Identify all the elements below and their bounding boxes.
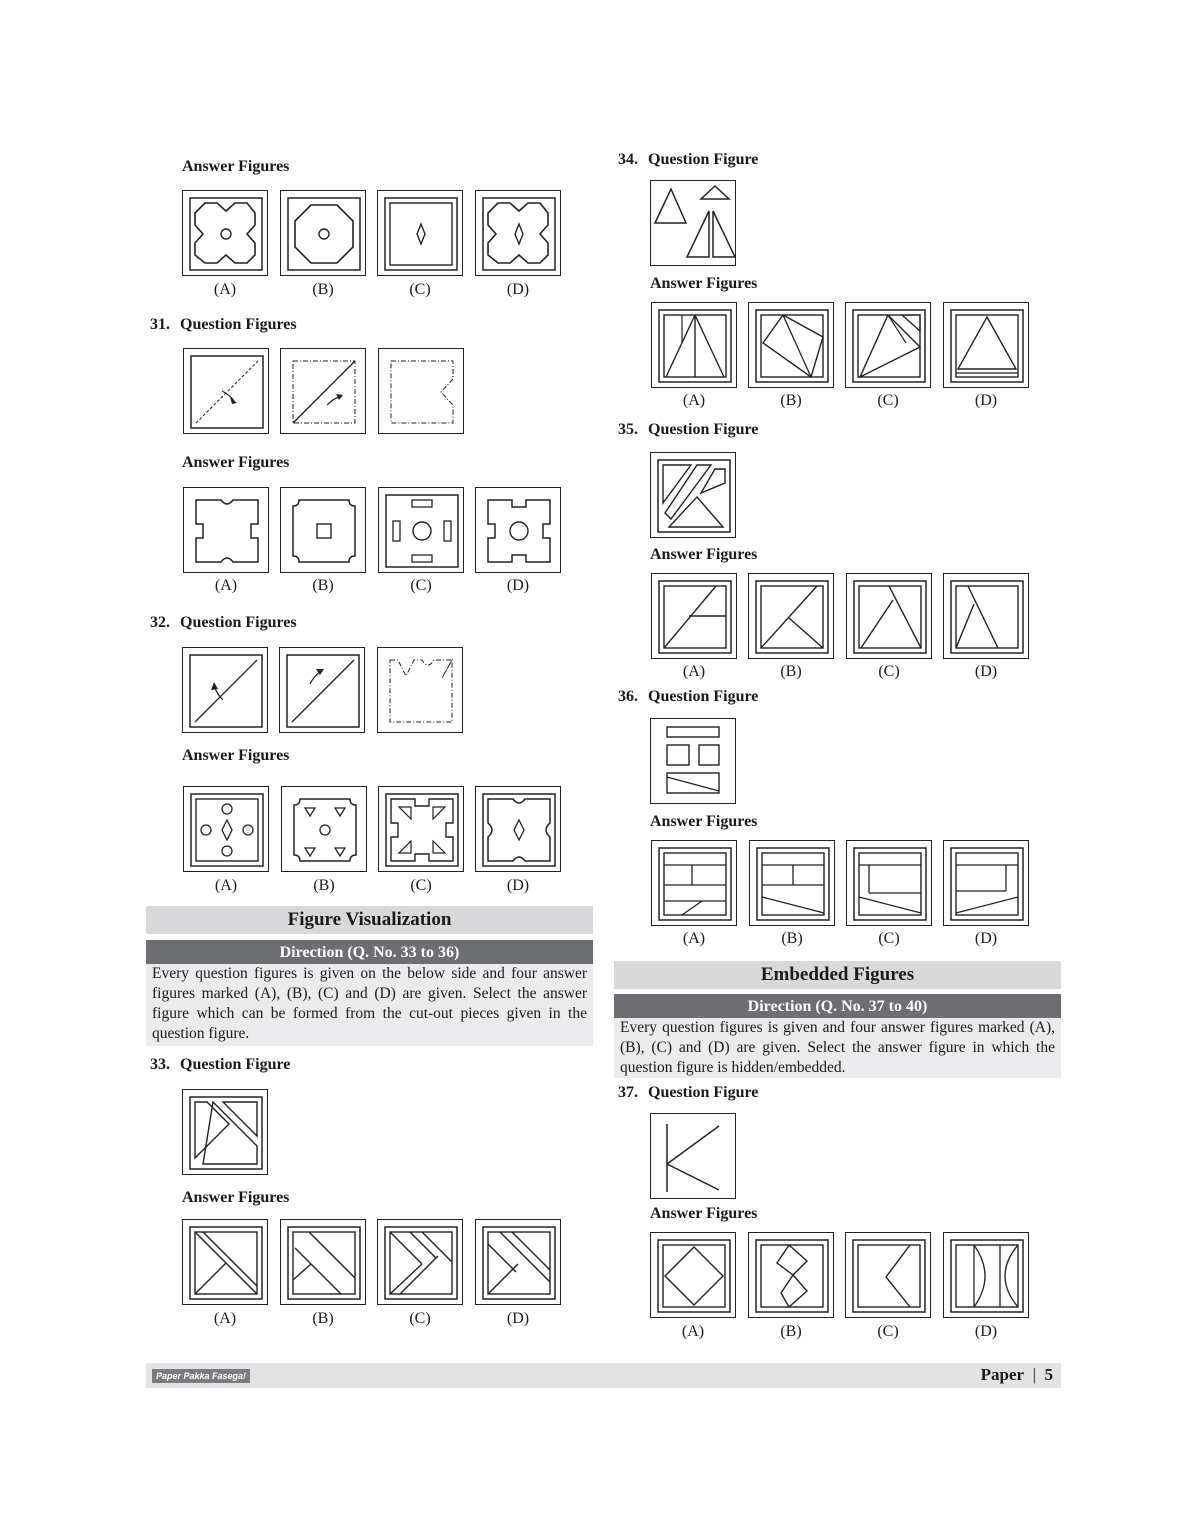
option-label: (A) xyxy=(214,577,238,594)
answer-figures-label: Answer Figures xyxy=(182,747,290,764)
question-figure xyxy=(182,1089,268,1175)
answer-figure-d[interactable] xyxy=(943,1232,1029,1318)
answer-figure-d[interactable] xyxy=(475,1219,561,1305)
answer-figure-d[interactable] xyxy=(943,302,1029,388)
split-square-icon xyxy=(944,841,1030,927)
page-number: Paper | 5 xyxy=(980,1365,1053,1384)
option-label: (C) xyxy=(878,930,900,947)
direction-heading: Direction (Q. No. 33 to 36) xyxy=(146,940,593,964)
triangle-square-icon xyxy=(652,303,738,389)
option-label: (D) xyxy=(506,877,530,894)
answer-figures-label: Answer Figures xyxy=(182,158,290,175)
answer-figure-c[interactable] xyxy=(378,487,464,573)
direction-text: Every question figures is given and four answer figures marked (A), (B), (C) and (D) are given. Select the answer figure in which the question figure is hidden/embedded. xyxy=(614,1018,1061,1078)
diamond-icon xyxy=(378,191,464,277)
square-icon xyxy=(281,488,367,574)
diamond-square-icon xyxy=(651,1233,737,1319)
answer-figure-b[interactable] xyxy=(280,487,366,573)
circle-bars-icon xyxy=(379,488,465,574)
question-34-heading: 34. Question Figure xyxy=(618,151,759,168)
notched-square-icon xyxy=(184,488,270,574)
question-figure xyxy=(378,348,464,434)
k-pieces-icon xyxy=(651,453,737,539)
split-square-icon xyxy=(847,574,933,660)
answer-figure-b[interactable] xyxy=(280,190,366,276)
option-label: (C) xyxy=(410,577,432,594)
fold-diagonal-icon xyxy=(184,349,270,435)
notched-diamond-icon xyxy=(476,787,562,873)
section-title: Figure Visualization xyxy=(146,906,593,934)
question-figure xyxy=(183,348,269,434)
answer-figure-a[interactable] xyxy=(651,840,737,926)
option-label: (B) xyxy=(780,1323,802,1340)
option-label: (A) xyxy=(213,281,237,298)
option-label: (D) xyxy=(506,281,530,298)
answer-figure-d[interactable] xyxy=(475,487,561,573)
answer-figures-label: Answer Figures xyxy=(182,1189,290,1206)
arcs-square-icon xyxy=(944,1233,1030,1319)
answer-figure-d[interactable] xyxy=(475,786,561,872)
option-label: (A) xyxy=(214,877,238,894)
option-label: (B) xyxy=(780,663,802,680)
fold-diagonal-icon xyxy=(280,648,366,734)
rectangle-pieces-icon xyxy=(651,719,737,805)
direction-heading: Direction (Q. No. 37 to 40) xyxy=(614,994,1061,1018)
answer-figure-b[interactable] xyxy=(748,1232,834,1318)
angle-square-icon xyxy=(846,1233,932,1319)
k-shape-icon xyxy=(651,1114,737,1200)
option-label: (C) xyxy=(878,663,900,680)
answer-figures-label: Answer Figures xyxy=(650,546,758,563)
triangles-circle-icon xyxy=(282,787,368,873)
triangle-square-icon xyxy=(749,303,835,389)
question-32-heading: 32. Question Figures xyxy=(150,614,297,631)
question-figure xyxy=(650,718,736,804)
option-label: (D) xyxy=(974,930,998,947)
answer-figure-c[interactable] xyxy=(846,840,932,926)
fold-diagonal-icon xyxy=(183,648,269,734)
question-33-heading: 33. Question Figure xyxy=(150,1056,291,1073)
answer-figure-a[interactable] xyxy=(182,190,268,276)
page-footer xyxy=(146,1363,1061,1388)
notched-square-icon xyxy=(476,488,562,574)
answer-figures-label: Answer Figures xyxy=(650,813,758,830)
question-figure xyxy=(377,647,463,733)
question-35-heading: 35. Question Figure xyxy=(618,421,759,438)
split-square-icon xyxy=(476,1220,562,1306)
split-square-icon xyxy=(183,1220,269,1306)
cut-square-icon xyxy=(378,648,464,734)
option-label: (B) xyxy=(781,930,803,947)
direction-text: Every question figures is given on the below side and four answer figures marked (A), (B), (C) and (D) are given. Select the answer figure which can be formed from the cut-out pieces given in the question figure. xyxy=(146,964,593,1046)
answer-figure-a[interactable] xyxy=(182,1219,268,1305)
answer-figure-d[interactable] xyxy=(943,573,1029,659)
question-figure xyxy=(279,647,365,733)
option-label: (C) xyxy=(877,392,899,409)
triangle-square-icon xyxy=(944,303,1030,389)
option-label: (C) xyxy=(877,1323,899,1340)
option-label: (D) xyxy=(974,1323,998,1340)
answer-figure-a[interactable] xyxy=(650,1232,736,1318)
answer-figure-c[interactable] xyxy=(845,302,931,388)
answer-figure-c[interactable] xyxy=(846,573,932,659)
question-figure xyxy=(650,180,736,266)
split-square-icon xyxy=(944,574,1030,660)
answer-figure-c[interactable] xyxy=(378,786,464,872)
option-label: (B) xyxy=(313,877,335,894)
option-label: (C) xyxy=(410,877,432,894)
question-36-heading: 36. Question Figure xyxy=(618,688,759,705)
option-label: (D) xyxy=(974,663,998,680)
zigzag-square-icon xyxy=(749,1233,835,1319)
question-figure xyxy=(650,1113,736,1199)
split-square-icon xyxy=(281,1220,367,1306)
answer-figure-b[interactable] xyxy=(280,1219,366,1305)
option-label: (D) xyxy=(506,577,530,594)
option-label: (B) xyxy=(312,281,334,298)
answer-figure-b[interactable] xyxy=(749,840,835,926)
answer-figure-b[interactable] xyxy=(748,302,834,388)
answer-figure-d[interactable] xyxy=(475,190,561,276)
answer-figure-a[interactable] xyxy=(651,302,737,388)
question-figure xyxy=(182,647,268,733)
cross-shape-icon xyxy=(183,191,269,277)
fold-diagonal-icon xyxy=(281,349,367,435)
option-label: (A) xyxy=(681,1323,705,1340)
option-label: (B) xyxy=(780,392,802,409)
answer-figure-a[interactable] xyxy=(183,487,269,573)
option-label: (A) xyxy=(682,663,706,680)
octagon-icon xyxy=(281,191,367,277)
answer-figures-label: Answer Figures xyxy=(182,454,290,471)
option-label: (C) xyxy=(409,281,431,298)
answer-figure-b[interactable] xyxy=(281,786,367,872)
answer-figure-b[interactable] xyxy=(748,573,834,659)
split-square-icon xyxy=(749,574,835,660)
split-square-icon xyxy=(847,841,933,927)
cross-triangles-icon xyxy=(379,787,465,873)
section-title: Embedded Figures xyxy=(614,961,1061,989)
option-label: (A) xyxy=(682,930,706,947)
cut-square-icon xyxy=(379,349,465,435)
option-label: (A) xyxy=(213,1310,237,1327)
triangle-pieces-icon xyxy=(651,181,737,267)
split-square-icon xyxy=(750,841,836,927)
question-37-heading: 37. Question Figure xyxy=(618,1084,759,1101)
answer-figures-label: Answer Figures xyxy=(650,1205,758,1222)
option-label: (D) xyxy=(506,1310,530,1327)
question-figure xyxy=(280,348,366,434)
answer-figure-c[interactable] xyxy=(377,1219,463,1305)
brand-logo: Paper Pakka Fasega! xyxy=(152,1369,250,1383)
option-label: (B) xyxy=(312,1310,334,1327)
question-figure xyxy=(650,452,736,538)
option-label: (B) xyxy=(312,577,334,594)
option-label: (D) xyxy=(974,392,998,409)
answer-figure-c[interactable] xyxy=(377,190,463,276)
cross-shape-icon xyxy=(476,191,562,277)
split-square-icon xyxy=(652,841,738,927)
circles-diamond-icon xyxy=(184,787,270,873)
answer-figure-c[interactable] xyxy=(845,1232,931,1318)
option-label: (A) xyxy=(682,392,706,409)
answer-figure-a[interactable] xyxy=(651,573,737,659)
split-square-icon xyxy=(652,574,738,660)
answer-figures-label: Answer Figures xyxy=(650,275,758,292)
answer-figure-d[interactable] xyxy=(943,840,1029,926)
answer-figure-a[interactable] xyxy=(183,786,269,872)
question-31-heading: 31. Question Figures xyxy=(150,316,297,333)
cut-pieces-icon xyxy=(183,1090,269,1176)
split-square-icon xyxy=(378,1220,464,1306)
option-label: (C) xyxy=(409,1310,431,1327)
triangle-square-icon xyxy=(846,303,932,389)
